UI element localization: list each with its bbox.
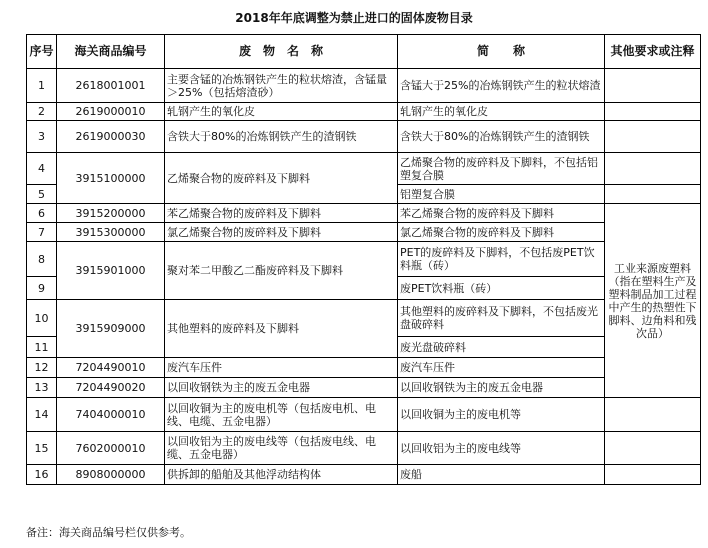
- header-other: 其他要求或注释: [605, 35, 701, 69]
- table-header-row: [27, 35, 701, 69]
- table-row: [27, 121, 701, 153]
- short-cell: 含铁大于80%的冶炼钢铁产生的渣钢铁: [398, 121, 605, 153]
- table-row: [27, 103, 701, 121]
- seq-cell: 15: [27, 432, 57, 465]
- other-cell: [605, 153, 701, 185]
- table-row: [27, 432, 701, 465]
- seq-cell: 4: [27, 153, 57, 185]
- short-cell: 铝塑复合膜: [398, 185, 605, 204]
- seq-cell: 9: [27, 277, 57, 300]
- code-cell: 7602000010: [57, 432, 165, 465]
- short-cell: 轧钢产生的氧化皮: [398, 103, 605, 121]
- short-cell: 废PET饮料瓶（砖）: [398, 277, 605, 300]
- seq-cell: 13: [27, 378, 57, 398]
- other-cell: [605, 103, 701, 121]
- seq-cell: 16: [27, 465, 57, 485]
- short-cell: 以回收铜为主的废电机等: [398, 398, 605, 432]
- table-row: [27, 398, 701, 432]
- code-cell: 3915901000: [57, 242, 165, 300]
- name-cell: 轧钢产生的氧化皮: [165, 103, 398, 121]
- short-cell: 含锰大于25%的冶炼钢铁产生的粒状熔渣: [398, 69, 605, 103]
- table-row: [27, 378, 701, 398]
- code-cell: 3915300000: [57, 223, 165, 242]
- name-cell: 以回收铝为主的废电线等（包括废电线、电缆、五金电器）: [165, 432, 398, 465]
- short-cell: 其他塑料的废碎料及下脚料，不包括废光盘破碎料: [398, 300, 605, 337]
- code-cell: 2619000030: [57, 121, 165, 153]
- seq-cell: 2: [27, 103, 57, 121]
- code-cell: 3915909000: [57, 300, 165, 358]
- header-name: 废 物 名 称: [165, 35, 398, 69]
- seq-cell: 7: [27, 223, 57, 242]
- short-cell: 以回收铝为主的废电线等: [398, 432, 605, 465]
- name-cell: 以回收钢铁为主的废五金电器: [165, 378, 398, 398]
- table-row: [27, 204, 701, 223]
- seq-cell: 6: [27, 204, 57, 223]
- name-cell: 供拆卸的船舶及其他浮动结构体: [165, 465, 398, 485]
- name-cell: 含铁大于80%的冶炼钢铁产生的渣钢铁: [165, 121, 398, 153]
- seq-cell: 8: [27, 242, 57, 277]
- table-row: [27, 69, 701, 103]
- name-cell: 乙烯聚合物的废碎料及下脚料: [165, 153, 398, 204]
- document-title: 2018年年底调整为禁止进口的固体废物目录: [235, 11, 473, 25]
- seq-cell: 10: [27, 300, 57, 337]
- header-short: 简 称: [398, 35, 605, 69]
- table-row: [27, 358, 701, 378]
- name-cell: 氯乙烯聚合物的废碎料及下脚料: [165, 223, 398, 242]
- table-row: [27, 300, 701, 337]
- short-cell: 乙烯聚合物的废碎料及下脚料，不包括铝塑复合膜: [398, 153, 605, 185]
- code-cell: 8908000000: [57, 465, 165, 485]
- seq-cell: 14: [27, 398, 57, 432]
- name-cell: 苯乙烯聚合物的废碎料及下脚料: [165, 204, 398, 223]
- short-cell: 废汽车压件: [398, 358, 605, 378]
- plastic-note-cell: 工业来源废塑料（指在塑料生产及塑料制品加工过程中产生的热塑性下脚料、边角料和残次品）: [605, 204, 701, 398]
- code-cell: 7204490020: [57, 378, 165, 398]
- short-cell: 氯乙烯聚合物的废碎料及下脚料: [398, 223, 605, 242]
- footnote: 备注：海关商品编号栏仅供参考。: [26, 526, 191, 539]
- table-row: [27, 223, 701, 242]
- name-cell: 聚对苯二甲酸乙二酯废碎料及下脚料: [165, 242, 398, 300]
- seq-cell: 12: [27, 358, 57, 378]
- seq-cell: 1: [27, 69, 57, 103]
- short-cell: 以回收钢铁为主的废五金电器: [398, 378, 605, 398]
- name-cell: 其他塑料的废碎料及下脚料: [165, 300, 398, 358]
- table-row: [27, 242, 701, 277]
- code-cell: 2618001001: [57, 69, 165, 103]
- code-cell: 3915200000: [57, 204, 165, 223]
- name-cell: 以回收铜为主的废电机等（包括废电机、电线、电缆、五金电器）: [165, 398, 398, 432]
- other-cell: [605, 398, 701, 432]
- code-cell: 3915100000: [57, 153, 165, 204]
- table-row: [27, 465, 701, 485]
- other-cell: [605, 432, 701, 465]
- seq-cell: 11: [27, 337, 57, 358]
- name-cell: 废汽车压件: [165, 358, 398, 378]
- header-seq: 序号: [27, 35, 57, 69]
- short-cell: PET的废碎料及下脚料，不包括废PET饮料瓶（砖）: [398, 242, 605, 277]
- other-cell: [605, 465, 701, 485]
- seq-cell: 5: [27, 185, 57, 204]
- other-cell: [605, 69, 701, 103]
- header-hs-code: 海关商品编号: [57, 35, 165, 69]
- short-cell: 废光盘破碎料: [398, 337, 605, 358]
- short-cell: 苯乙烯聚合物的废碎料及下脚料: [398, 204, 605, 223]
- other-cell: [605, 185, 701, 204]
- code-cell: 7204490010: [57, 358, 165, 378]
- table-row: [27, 153, 701, 185]
- seq-cell: 3: [27, 121, 57, 153]
- waste-catalog-table: [26, 34, 701, 485]
- other-cell: [605, 121, 701, 153]
- name-cell: 主要含锰的冶炼钢铁产生的粒状熔渣，含锰量＞25%（包括熔渣砂）: [165, 69, 398, 103]
- code-cell: 2619000010: [57, 103, 165, 121]
- code-cell: 7404000010: [57, 398, 165, 432]
- short-cell: 废船: [398, 465, 605, 485]
